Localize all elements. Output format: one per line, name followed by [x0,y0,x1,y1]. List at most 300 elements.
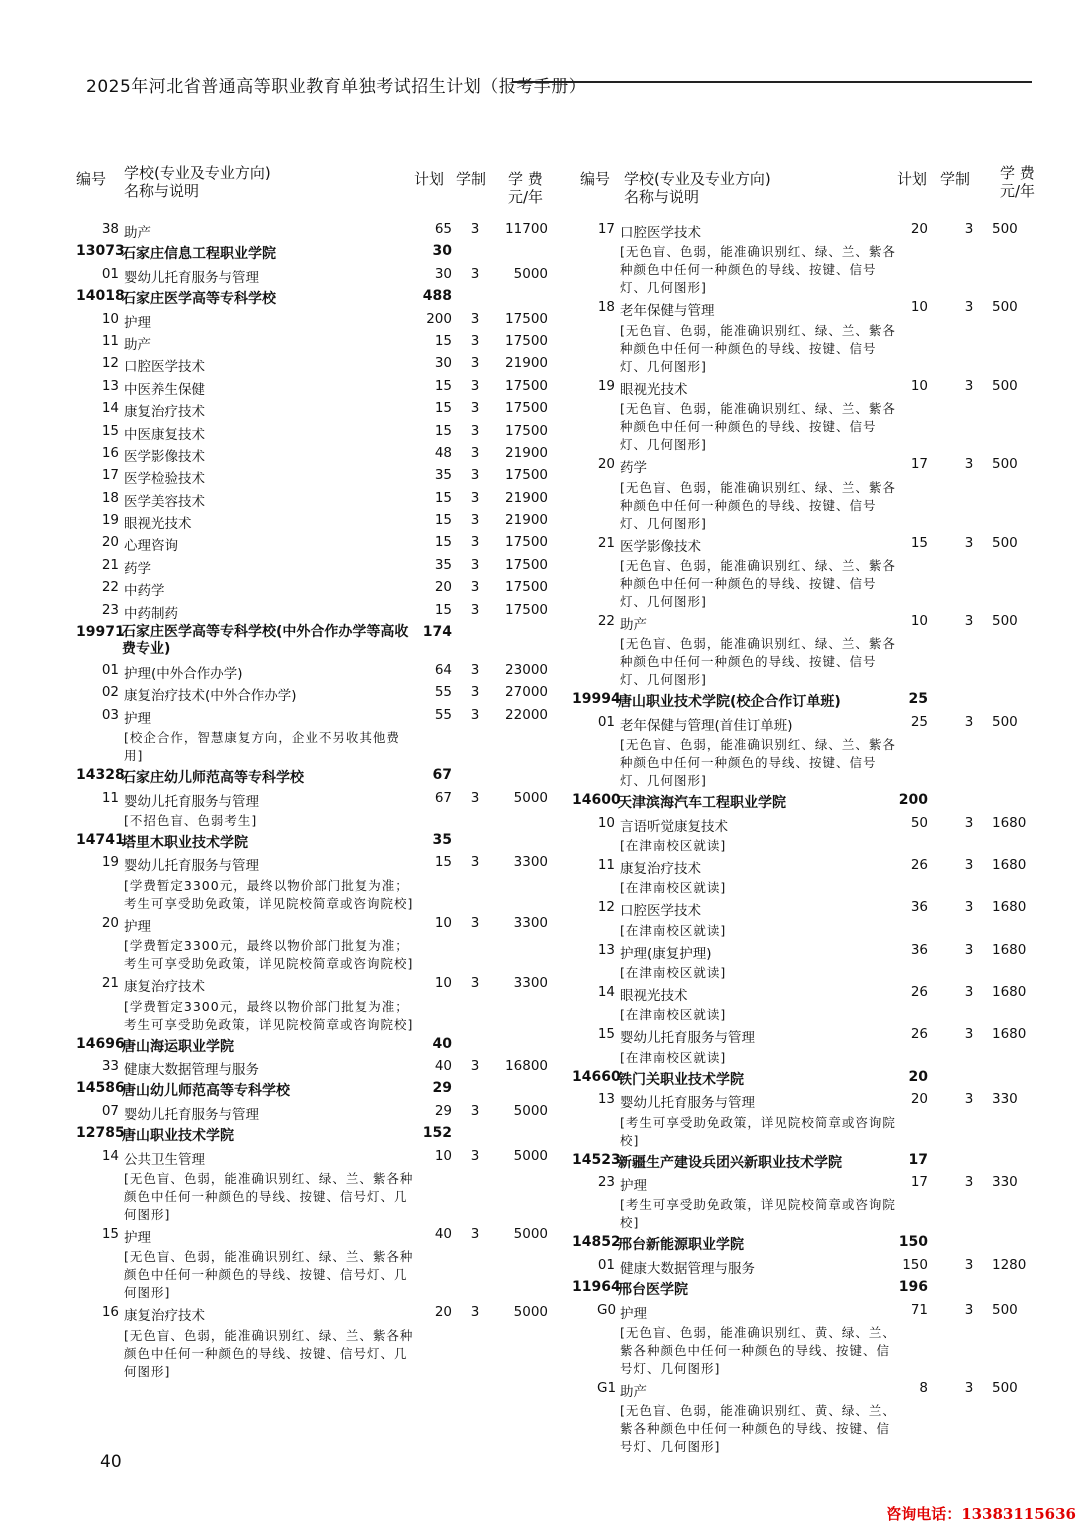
col-fee-sub-label: 元/年 [508,188,544,206]
school-row [76,1125,566,1147]
major-name: 眼视光技术 [124,516,192,533]
major-name: 中医养生保健 [124,381,205,398]
col-fee-label: 学 费 [508,170,543,188]
major-code: 17 [101,467,119,484]
major-code: 18 [597,299,615,316]
plan-count: 15 [434,534,452,551]
major-code: 11 [101,789,119,806]
tuition-fee: 500 [992,299,1018,316]
major-row [76,512,566,534]
plan-count: 15 [434,377,452,394]
major-name: 医学美容技术 [124,493,205,510]
major-name: 药学 [620,460,647,477]
col-code-label: 编号 [76,170,107,188]
study-years: 3 [964,814,974,831]
major-row [76,221,566,243]
major-note: [无色盲、色弱，能准确识别红、绿、兰、紫各种颜色中任何一种颜色的导线、按键、信号灯、几何图形] [620,479,896,531]
major-row [76,915,566,937]
major-name: 婴幼儿托育服务与管理 [620,1030,755,1047]
major-row [76,1304,566,1326]
major-note: [学费暂定3300元，最终以物价部门批复为准；考生可享受助免政策，详见院校简章或咨询院校] [124,877,414,911]
major-name: 药学 [124,560,151,577]
major-code: 15 [597,1026,615,1043]
major-code: 11 [597,856,615,873]
major-name: 康复治疗技术(中外合作办学) [124,688,297,705]
major-code: 14 [101,400,119,417]
major-name: 老年保健与管理 [620,303,715,320]
tuition-fee: 17500 [505,534,548,551]
major-name: 健康大数据管理与服务 [620,1260,755,1277]
major-code: 21 [101,556,119,573]
major-row [76,1103,566,1125]
study-years: 3 [964,899,974,916]
right-rows [572,221,1080,1456]
major-row [572,984,1080,1006]
major-row [76,445,566,467]
tuition-fee: 23000 [505,662,548,679]
tuition-fee: 500 [992,713,1018,730]
study-years: 3 [470,789,480,806]
major-name: 婴幼儿托育服务与管理 [124,269,259,286]
plan-count: 8 [919,1379,928,1396]
major-code: 19 [597,377,615,394]
study-years: 3 [470,914,480,931]
study-years: 3 [964,984,974,1001]
major-note: [在津南校区就读] [620,922,727,938]
column-header [76,165,566,217]
study-years: 3 [964,1256,974,1273]
major-name: 助产 [124,336,151,353]
left-column [76,165,566,1383]
tuition-fee: 1680 [992,1026,1027,1043]
major-row [76,467,566,489]
tuition-fee: 500 [992,377,1018,394]
study-years: 3 [470,1102,480,1119]
school-code: 11964 [572,1279,621,1296]
plan-count: 15 [910,534,928,551]
study-years: 3 [964,221,974,237]
school-code: 14600 [572,792,621,809]
school-name: 邢台新能源职业学院 [618,1237,744,1254]
major-name: 医学影像技术 [124,448,205,465]
school-row [76,624,566,662]
school-row [572,792,1080,814]
major-code: 20 [597,456,615,473]
school-code: 13073 [76,243,125,260]
plan-count: 196 [898,1279,928,1296]
plan-count: 488 [422,288,452,305]
study-years: 3 [470,854,480,871]
school-code: 14660 [572,1068,621,1085]
left-rows [76,221,566,1381]
footer-contact: 咨询电话：13383115636 [886,1505,1076,1523]
major-name: 口腔医学技术 [620,903,701,920]
plan-count: 55 [434,706,452,723]
major-name: 护理 [620,1305,647,1322]
school-code: 12785 [76,1125,125,1142]
study-years: 3 [470,467,480,484]
major-code: 10 [597,814,615,831]
school-name: 新疆生产建设兵团兴新职业技术学院 [618,1154,842,1171]
school-code: 19971 [76,624,125,641]
major-code: 14 [101,1147,119,1164]
plan-count: 29 [434,1102,452,1119]
study-years: 3 [470,601,480,618]
major-code: 18 [101,489,119,506]
major-row [76,490,566,512]
tuition-fee: 5000 [513,789,548,806]
study-years: 3 [964,299,974,316]
major-code: 17 [597,221,615,237]
plan-count: 15 [434,512,452,529]
tuition-fee: 27000 [505,684,548,701]
major-note: [无色盲、色弱，能准确识别红、绿、兰、紫各种颜色中任何一种颜色的导线、按键、信号灯、几何图形] [620,244,896,296]
major-row [572,535,1080,557]
major-name: 公共卫生管理 [124,1151,205,1168]
study-years: 3 [470,310,480,327]
tuition-fee: 330 [992,1174,1018,1191]
plan-count: 15 [434,332,452,349]
plan-count: 26 [910,984,928,1001]
major-row [572,1026,1080,1048]
school-row [76,1036,566,1058]
school-name: 唐山海运职业学院 [122,1038,234,1055]
major-row [76,355,566,377]
study-years: 3 [470,556,480,573]
major-name: 助产 [620,1383,647,1400]
tuition-fee: 17500 [505,400,548,417]
major-row [572,456,1080,478]
major-code: 07 [101,1102,119,1119]
study-years: 3 [470,706,480,723]
plan-count: 10 [910,612,928,629]
school-row [572,1152,1080,1174]
school-name: 塔里木职业技术学院 [122,834,248,851]
tuition-fee: 500 [992,612,1018,629]
col-fee-sub-label: 元/年 [1000,182,1036,200]
major-note: [考生可享受助免政策，详见院校简章或咨询院校] [620,1114,896,1148]
study-years: 3 [964,1379,974,1396]
plan-count: 10 [434,914,452,931]
major-code: 16 [101,1304,119,1321]
plan-count: 30 [432,243,452,260]
school-name: 邢台医学院 [618,1282,688,1299]
tuition-fee: 17500 [505,467,548,484]
col-school-label: 学校(专业及专业方向) [624,170,771,188]
major-name: 康复治疗技术 [124,1308,205,1325]
plan-count: 15 [434,400,452,417]
page-number: 40 [100,1452,122,1472]
col-plan-label: 计划 [414,170,445,188]
school-name: 唐山职业技术学院 [122,1128,234,1145]
study-years: 3 [470,221,480,237]
major-note: [在津南校区就读] [620,965,727,981]
major-note: [无色盲、色弱，能准确识别红、绿、兰、紫各种颜色中任何一种颜色的导线、按键、信号灯、几何图形] [124,1327,414,1379]
tuition-fee: 330 [992,1091,1018,1108]
major-code: 01 [597,1256,615,1273]
school-row [572,1234,1080,1256]
right-column [572,165,1080,1458]
plan-count: 65 [434,221,452,237]
major-note: [在津南校区就读] [620,1007,727,1023]
tuition-fee: 1680 [992,941,1027,958]
major-name: 口腔医学技术 [620,225,701,241]
plan-count: 20 [910,1091,928,1108]
col-plan-label: 计划 [897,170,928,188]
major-note: [无色盲、色弱，能准确识别红、黄、绿、兰、紫各种颜色中任何一种颜色的导线、按键、信号灯、几何图形] [620,1324,896,1376]
major-code: 20 [101,914,119,931]
study-years: 3 [470,265,480,282]
major-row [76,400,566,422]
school-row [76,1080,566,1102]
major-note: [学费暂定3300元，最终以物价部门批复为准；考生可享受助免政策，详见院校简章或咨询院校] [124,998,414,1032]
school-name: 石家庄幼儿师范高等专科学校 [122,770,304,787]
tuition-fee: 3300 [513,854,548,871]
plan-count: 174 [422,624,452,641]
major-code: 13 [597,941,615,958]
plan-count: 35 [434,556,452,573]
major-code: 15 [101,1225,119,1242]
major-code: 38 [101,221,119,237]
major-name: 康复治疗技术 [620,860,701,877]
major-code: 19 [101,854,119,871]
major-row [572,899,1080,921]
school-name: 石家庄医学高等专科学校 [122,291,276,308]
major-name: 言语听觉康复技术 [620,818,728,835]
plan-count: 200 [426,310,452,327]
major-name: 护理 [620,1178,647,1195]
major-name: 助产 [620,616,647,633]
school-code: 14523 [572,1151,621,1168]
plan-count: 20 [434,579,452,596]
plan-count: 200 [898,792,928,809]
plan-count: 150 [898,1234,928,1251]
plan-count: 30 [434,265,452,282]
major-row [572,1380,1080,1402]
major-row [572,857,1080,879]
major-code: 13 [101,377,119,394]
school-code: 14586 [76,1080,125,1097]
major-code: 12 [101,355,119,372]
study-years: 3 [470,1225,480,1242]
major-row [76,266,566,288]
school-code: 14018 [76,288,125,305]
major-code: 12 [597,899,615,916]
major-row [76,602,566,624]
major-code: G0 [597,1301,617,1318]
school-row [572,691,1080,713]
school-row [76,767,566,789]
plan-count: 71 [910,1301,928,1318]
major-name: 医学检验技术 [124,471,205,488]
study-years: 3 [470,579,480,596]
major-code: 02 [101,684,119,701]
school-code: 19994 [572,691,621,708]
column-header [572,165,1080,217]
plan-count: 150 [902,1256,928,1273]
major-code: 20 [101,534,119,551]
major-note: [无色盲、色弱，能准确识别红、黄、绿、兰、紫各种颜色中任何一种颜色的导线、按键、信号灯、几何图形] [620,1403,896,1455]
tuition-fee: 5000 [513,1225,548,1242]
major-note: [无色盲、色弱，能准确识别红、绿、兰、紫各种颜色中任何一种颜色的导线、按键、信号灯、几何图形] [620,737,896,789]
study-years: 3 [470,975,480,992]
plan-count: 10 [910,377,928,394]
tuition-fee: 17500 [505,422,548,439]
plan-count: 20 [910,221,928,237]
tuition-fee: 5000 [513,1304,548,1321]
major-row [76,854,566,876]
major-note: [无色盲、色弱，能准确识别红、绿、兰、紫各种颜色中任何一种颜色的导线、按键、信号灯、几何图形] [620,557,896,609]
major-name: 中药学 [124,583,165,600]
tuition-fee: 5000 [513,1147,548,1164]
major-name: 中医康复技术 [124,426,205,443]
plan-count: 40 [432,1035,452,1052]
study-years: 3 [470,1147,480,1164]
col-years-label: 学制 [940,170,971,188]
tuition-fee: 17500 [505,310,548,327]
tuition-fee: 500 [992,221,1018,237]
tuition-fee: 1680 [992,856,1027,873]
major-name: 护理 [124,710,151,727]
tuition-fee: 21900 [505,489,548,506]
tuition-fee: 17500 [505,377,548,394]
major-row [572,613,1080,635]
major-row [76,579,566,601]
study-years: 3 [470,684,480,701]
study-years: 3 [470,512,480,529]
major-note: [学费暂定3300元，最终以物价部门批复为准；考生可享受助免政策，详见院校简章或咨询院校] [124,938,414,972]
plan-count: 55 [434,684,452,701]
major-name: 护理 [124,1229,151,1246]
major-row [572,221,1080,243]
major-name: 助产 [124,225,151,241]
major-name: 康复治疗技术 [124,404,205,421]
study-years: 3 [964,1301,974,1318]
tuition-fee: 21900 [505,355,548,372]
major-name: 中药制药 [124,605,178,622]
plan-count: 48 [434,444,452,461]
plan-count: 20 [908,1068,928,1085]
tuition-fee: 5000 [513,265,548,282]
plan-count: 15 [434,854,452,871]
study-years: 3 [470,1057,480,1074]
plan-count: 36 [910,941,928,958]
major-row [76,684,566,706]
major-code: 13 [597,1091,615,1108]
study-years: 3 [470,332,480,349]
plan-count: 17 [910,456,928,473]
study-years: 3 [964,456,974,473]
study-years: 3 [470,377,480,394]
plan-count: 50 [910,814,928,831]
major-note: [无色盲、色弱，能准确识别红、绿、兰、紫各种颜色中任何一种颜色的导线、按键、信号灯、几何图形] [620,322,896,374]
col-school-sub-label: 名称与说明 [124,182,200,200]
school-code: 14696 [76,1035,125,1052]
page-header-title: 2025年河北省普通高等职业教育单独考试招生计划（报考手册） [86,77,587,97]
plan-count: 25 [908,691,928,708]
plan-count: 10 [434,975,452,992]
tuition-fee: 22000 [505,706,548,723]
major-code: 21 [597,534,615,551]
major-note: [不招色盲、色弱考生] [124,812,258,828]
major-code: 10 [101,310,119,327]
plan-count: 152 [422,1125,452,1142]
major-row [76,423,566,445]
major-name: 心理咨询 [124,538,178,555]
tuition-fee: 17500 [505,332,548,349]
tuition-fee: 21900 [505,512,548,529]
study-years: 3 [964,713,974,730]
major-row [572,1257,1080,1279]
tuition-fee: 3300 [513,975,548,992]
tuition-fee: 500 [992,1379,1018,1396]
school-row [76,243,566,265]
major-row [76,333,566,355]
plan-count: 25 [910,713,928,730]
tuition-fee: 17500 [505,601,548,618]
major-code: 19 [101,512,119,529]
tuition-fee: 500 [992,456,1018,473]
major-note: [无色盲、色弱，能准确识别红、绿、兰、紫各种颜色中任何一种颜色的导线、按键、信号灯、几何图形] [620,636,896,688]
tuition-fee: 500 [992,1301,1018,1318]
major-name: 婴幼儿托育服务与管理 [124,858,259,875]
school-row [572,1069,1080,1091]
major-note: [考生可享受助免政策，详见院校简章或咨询院校] [620,1197,896,1231]
major-note: [在津南校区就读] [620,1049,727,1065]
study-years: 3 [964,377,974,394]
major-row [572,1302,1080,1324]
major-name: 护理(中外合作办学) [124,666,243,683]
major-row [572,378,1080,400]
plan-count: 17 [908,1151,928,1168]
major-row [76,1148,566,1170]
tuition-fee: 1680 [992,814,1027,831]
plan-count: 35 [434,467,452,484]
study-years: 3 [964,1091,974,1108]
study-years: 3 [964,1174,974,1191]
school-name: 石家庄医学高等专科学校(中外合作办学等高收费专业) [122,624,409,658]
major-row [76,378,566,400]
major-code: 22 [101,579,119,596]
col-code-label: 编号 [580,170,611,188]
major-code: 22 [597,612,615,629]
study-years: 3 [470,444,480,461]
plan-count: 36 [910,899,928,916]
major-name: 婴幼儿托育服务与管理 [620,1095,755,1112]
major-note: [在津南校区就读] [620,880,727,896]
major-code: 15 [101,422,119,439]
tuition-fee: 500 [992,534,1018,551]
major-note: [在津南校区就读] [620,837,727,853]
major-row [76,1058,566,1080]
major-name: 护理 [124,918,151,935]
col-years-label: 学制 [456,170,487,188]
major-code: 33 [101,1057,119,1074]
major-name: 口腔医学技术 [124,359,205,376]
major-row [572,1174,1080,1196]
major-row [76,557,566,579]
study-years: 3 [470,534,480,551]
tuition-fee: 17500 [505,579,548,596]
major-row [572,299,1080,321]
study-years: 3 [470,422,480,439]
plan-count: 29 [432,1080,452,1097]
major-note: [无色盲、色弱，能准确识别红、绿、兰、紫各种颜色中任何一种颜色的导线、按键、信号灯、几何图形] [124,1249,414,1301]
major-row [76,707,566,729]
major-code: 01 [597,713,615,730]
major-code: 16 [101,444,119,461]
major-row [76,311,566,333]
